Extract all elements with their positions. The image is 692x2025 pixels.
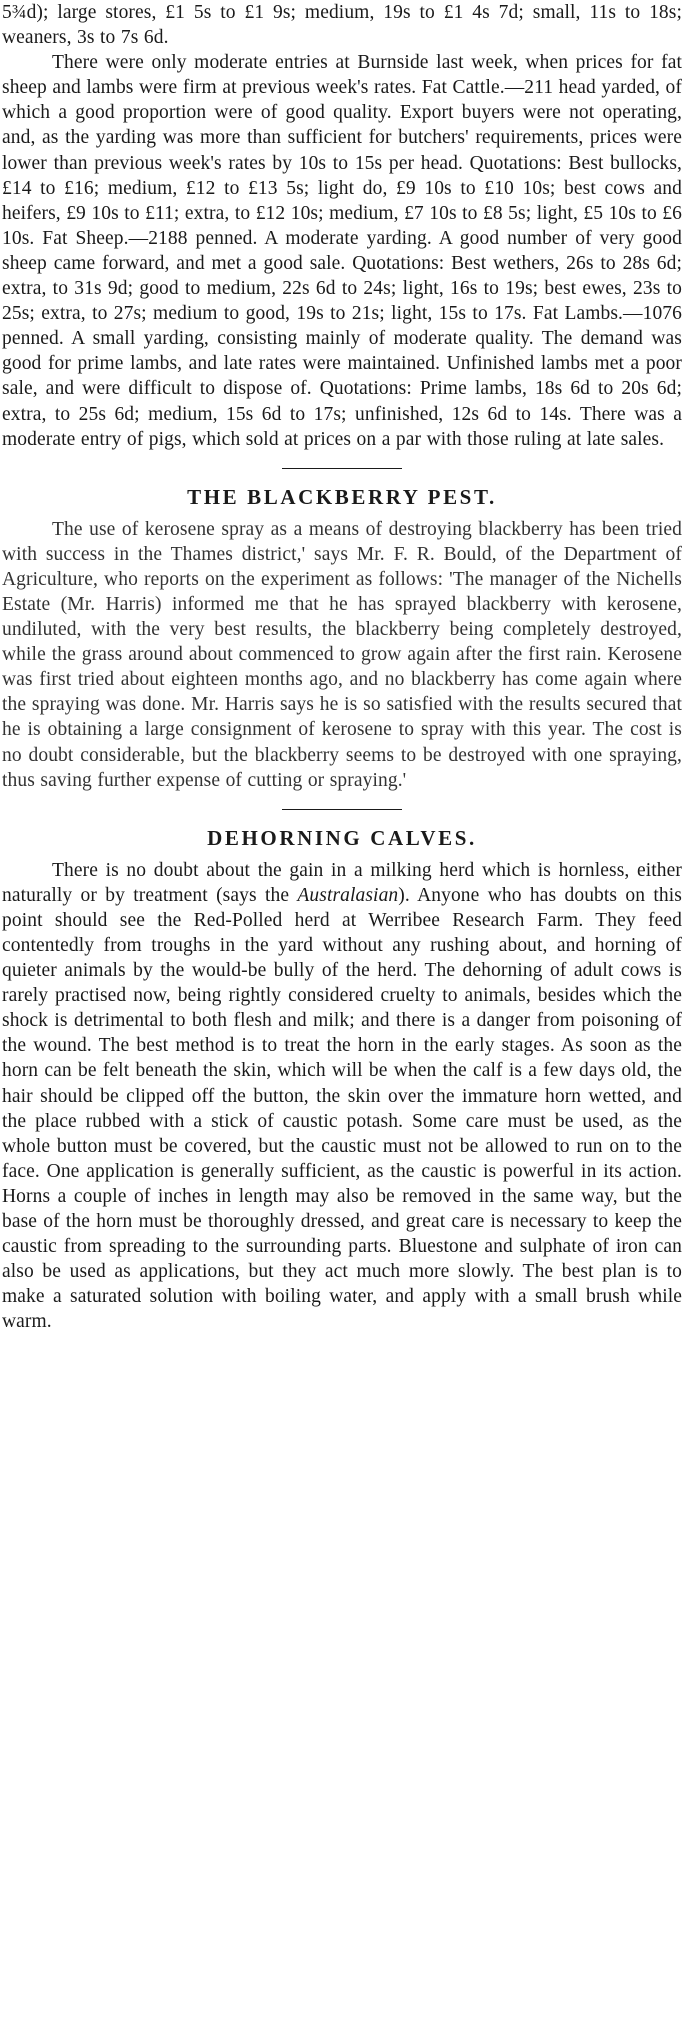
section-divider: [282, 468, 402, 469]
dehorning-article-title: DEHORNING CALVES.: [207, 825, 477, 850]
blackberry-article: [2, 483, 682, 793]
section-divider: [282, 809, 402, 810]
dehorning-body-start: There is no doubt about the gain in a milking herd which is hornless, either naturally or by treatment (says the: [2, 859, 682, 906]
dehorning-article-body: [2, 858, 682, 1335]
blackberry-article-body: The use of kerosene spray as a means of destroying blackberry has been tried with success in the Thames district,' says Mr. F. R. Bould, of the Department of Agriculture, who reports on the experiment as follows: 'The manager of the Nichells Estate (Mr. Harris) informed me that he has sprayed blackberry with kerosene, undiluted, with the very best results, the blackberry being completely destroyed, while the grass around about commenced to grow again after the first rain. Kerosene was first tried about eighteen months ago, and no blackberry has come again where the spraying was done. Mr. Harris says he is so satisfied with the results secured that he is obtaining a large consignment of kerosene to spray with this year. The cost is no doubt considerable, but the blackberry seems to be destroyed with one spraying, thus saving further expense of cutting or spraying.': [2, 518, 682, 791]
blackberry-article-title: THE BLACKBERRY PEST.: [187, 484, 497, 509]
market-report: [2, 0, 682, 452]
publication-name: Australasian: [297, 884, 399, 906]
market-report-body: There were only moderate entries at Burnside last week, when prices for fat sheep and lambs were firm at previous week's rates. Fat Cattle.—211 head yarded, of which a good proportion were of good quality. Export buyers were not operating, and, as the yarding was more than sufficient for butchers' requirements, prices were lower than previous week's rates by 10s to 15s per head. Quotations: Best bullocks, £14 to £16; medium, £12 to £13 5s; light do, £9 10s to £10 10s; best cows and heifers, £9 10s to £11; extra, to £12 10s; medium, £7 10s to £8 5s; light, £5 10s to £6 10s. Fat Sheep.—2188 penned. A moderate yarding. A good number of very good sheep came forward, and met a good sale. Quotations: Best wethers, 26s to 28s 6d; extra, to 31s 9d; good to medium, 22s 6d to 24s; light, 16s to 19s; best ewes, 23s to 25s; extra, to 27s; medium to good, 19s to 21s; light, 15s to 17s. Fat Lambs.—1076 penned. A small yarding, consisting mainly of moderate quality. The demand was good for prime lambs, and late rates were maintained. Unfinished lambs met a poor sale, and were difficult to dispose of. Quotations: Prime lambs, 18s 6d to 20s 6d; extra, to 25s 6d; medium, 15s 6d to 17s; unfinished, 12s 6d to 14s. There was a moderate entry of pigs, which sold at prices on a par with those ruling at late sales.: [2, 52, 682, 450]
article-column: [2, 0, 682, 1335]
dehorning-body-rest: ). Anyone who has doubts on this point should see the Red-Polled herd at Werribee Research Farm. They feed contentedly from troughs in the yard without any rushing about, and horning of quieter animals by the would-be bully of the herd. The dehorning of adult cows is rarely practised now, being rightly considered cruelty to animals, besides which the shock is detrimental to both flesh and milk; and there is a danger from poisoning of the wound. The best method is to treat the horn in the early stages. As soon as the horn can be felt beneath the skin, which will be when the calf is a few days old, the hair should be clipped off the button, the skin over the immature horn wetted, and the place rubbed with a stick of caustic potash. Some care must be used, as the whole button must be covered, but the caustic must not be allowed to run on to the face. One application is generally sufficient, as the caustic is powerful in its action. Horns a couple of inches in length may also be removed in the same way, but the base of the horn must be thoroughly dressed, and great care is necessary to keep the caustic from spreading to the surrounding parts. Bluestone and sulphate of iron can also be used as applications, but they act much more slowly. The best plan is to make a saturated solution with boiling water, and apply with a small brush while warm.: [2, 884, 682, 1333]
dehorning-article: [2, 824, 682, 1335]
market-report-lead: 5¾d); large stores, £1 5s to £1 9s; medium, 19s to £1 4s 7d; small, 11s to 18s; weaners, 3s to 7s 6d.: [2, 2, 682, 49]
